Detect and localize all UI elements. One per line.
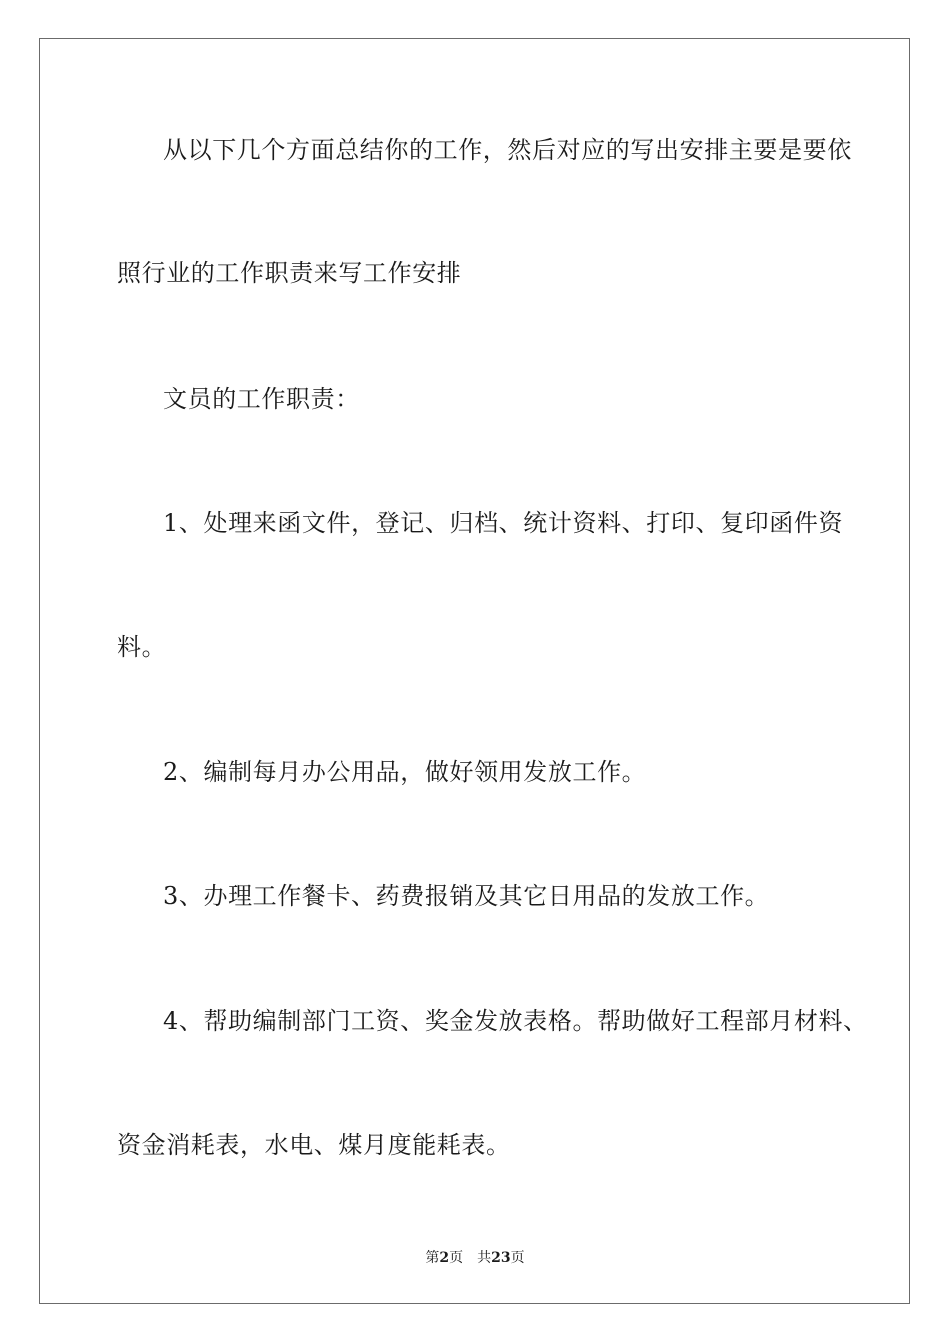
duty-item-4-line-2: 资金消耗表，水电、煤月度能耗表。 — [117, 1131, 511, 1159]
page-number: 2 — [439, 1250, 450, 1266]
section-heading-duties: 文员的工作职责： — [163, 385, 360, 413]
duty-item-2: 2、编制每月办公用品，做好领用发放工作。 — [163, 758, 647, 786]
duty-item-1-line-1: 1、处理来函文件，登记、归档、统计资料、打印、复印函件资 — [163, 509, 844, 537]
duty-item-4-line-1: 4、帮助编制部门工资、奖金发放表格。帮助做好工程部月材料、 — [163, 1007, 868, 1035]
page-label-prefix: 第 — [425, 1250, 440, 1266]
page-border — [39, 38, 910, 1304]
paragraph-intro-line-1: 从以下几个方面总结你的工作，然后对应的写出安排主要是要依 — [163, 136, 852, 164]
total-label-prefix: 共 — [477, 1250, 492, 1266]
paragraph-intro-line-2: 照行业的工作职责来写工作安排 — [117, 259, 462, 287]
duty-item-3: 3、办理工作餐卡、药费报销及其它日用品的发放工作。 — [163, 882, 770, 910]
total-pages: 23 — [491, 1250, 511, 1266]
total-label-suffix: 页 — [510, 1250, 525, 1266]
page-label-suffix: 页 — [449, 1250, 464, 1266]
page-footer — [0, 1247, 950, 1267]
duty-item-1-line-2: 料。 — [117, 633, 167, 661]
